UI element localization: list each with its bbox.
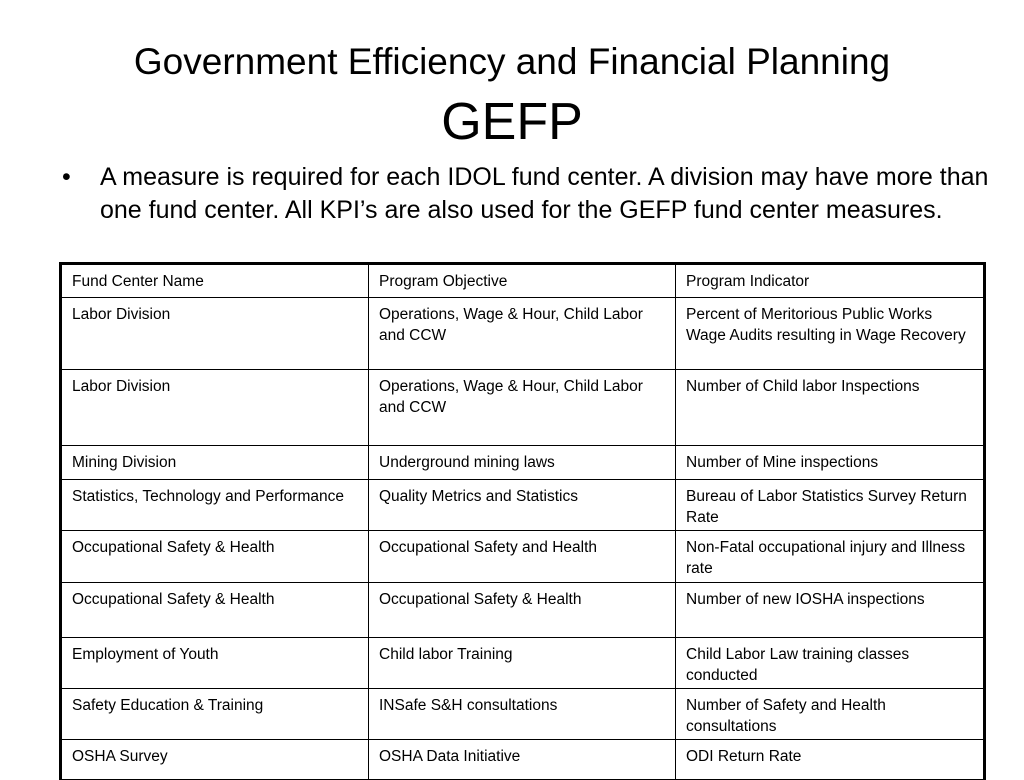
cell-program-objective: OSHA Data Initiative [369,740,676,780]
table-row [61,583,985,638]
bullet-text: A measure is required for each IDOL fund center. A division may have more than one fund center. All KPI’s are also used for the GEFP fund center measures. [100,163,989,224]
cell-fund-center-name: Labor Division [61,370,369,446]
cell-program-objective: Child labor Training [369,638,676,689]
table-row [61,446,985,480]
cell-program-indicator: Bureau of Labor Statistics Survey Return Rate [676,480,985,531]
cell-program-indicator: Number of Safety and Health consultations [676,689,985,740]
table-row [61,689,985,740]
kpi-table [59,262,986,780]
cell-fund-center-name: Occupational Safety & Health [61,531,369,583]
cell-fund-center-name: OSHA Survey [61,740,369,780]
header-fund-center-name: Fund Center Name [61,264,369,298]
table-row [61,370,985,446]
cell-fund-center-name: Employment of Youth [61,638,369,689]
cell-program-objective: Operations, Wage & Hour, Child Labor and CCW [369,370,676,446]
header-program-objective: Program Objective [369,264,676,298]
cell-fund-center-name: Safety Education & Training [61,689,369,740]
cell-fund-center-name: Mining Division [61,446,369,480]
cell-program-indicator: Number of new IOSHA inspections [676,583,985,638]
cell-program-indicator: Percent of Meritorious Public Works Wage Audits resulting in Wage Recovery [676,298,985,370]
header-program-indicator: Program Indicator [676,264,985,298]
table-row [61,480,985,531]
cell-fund-center-name: Statistics, Technology and Performance [61,480,369,531]
slide-title: Government Efficiency and Financial Planning [133,41,891,82]
table-row [61,638,985,689]
table-header-row [61,264,985,298]
cell-program-indicator: Non-Fatal occupational injury and Illness rate [676,531,985,583]
table-row [61,531,985,583]
cell-fund-center-name: Occupational Safety & Health [61,583,369,638]
cell-program-objective: Quality Metrics and Statistics [369,480,676,531]
bullet-marker: • [62,163,71,191]
cell-program-indicator: Number of Child labor Inspections [676,370,985,446]
cell-program-objective: Occupational Safety and Health [369,531,676,583]
cell-program-indicator: Child Labor Law training classes conducted [676,638,985,689]
cell-program-objective: Operations, Wage & Hour, Child Labor and CCW [369,298,676,370]
cell-fund-center-name: Labor Division [61,298,369,370]
table-row [61,740,985,780]
slide-subtitle: GEFP [441,93,583,151]
cell-program-indicator: ODI Return Rate [676,740,985,780]
cell-program-objective: INSafe S&H consultations [369,689,676,740]
cell-program-objective: Occupational Safety & Health [369,583,676,638]
cell-program-objective: Underground mining laws [369,446,676,480]
cell-program-indicator: Number of Mine inspections [676,446,985,480]
table-row [61,298,985,370]
